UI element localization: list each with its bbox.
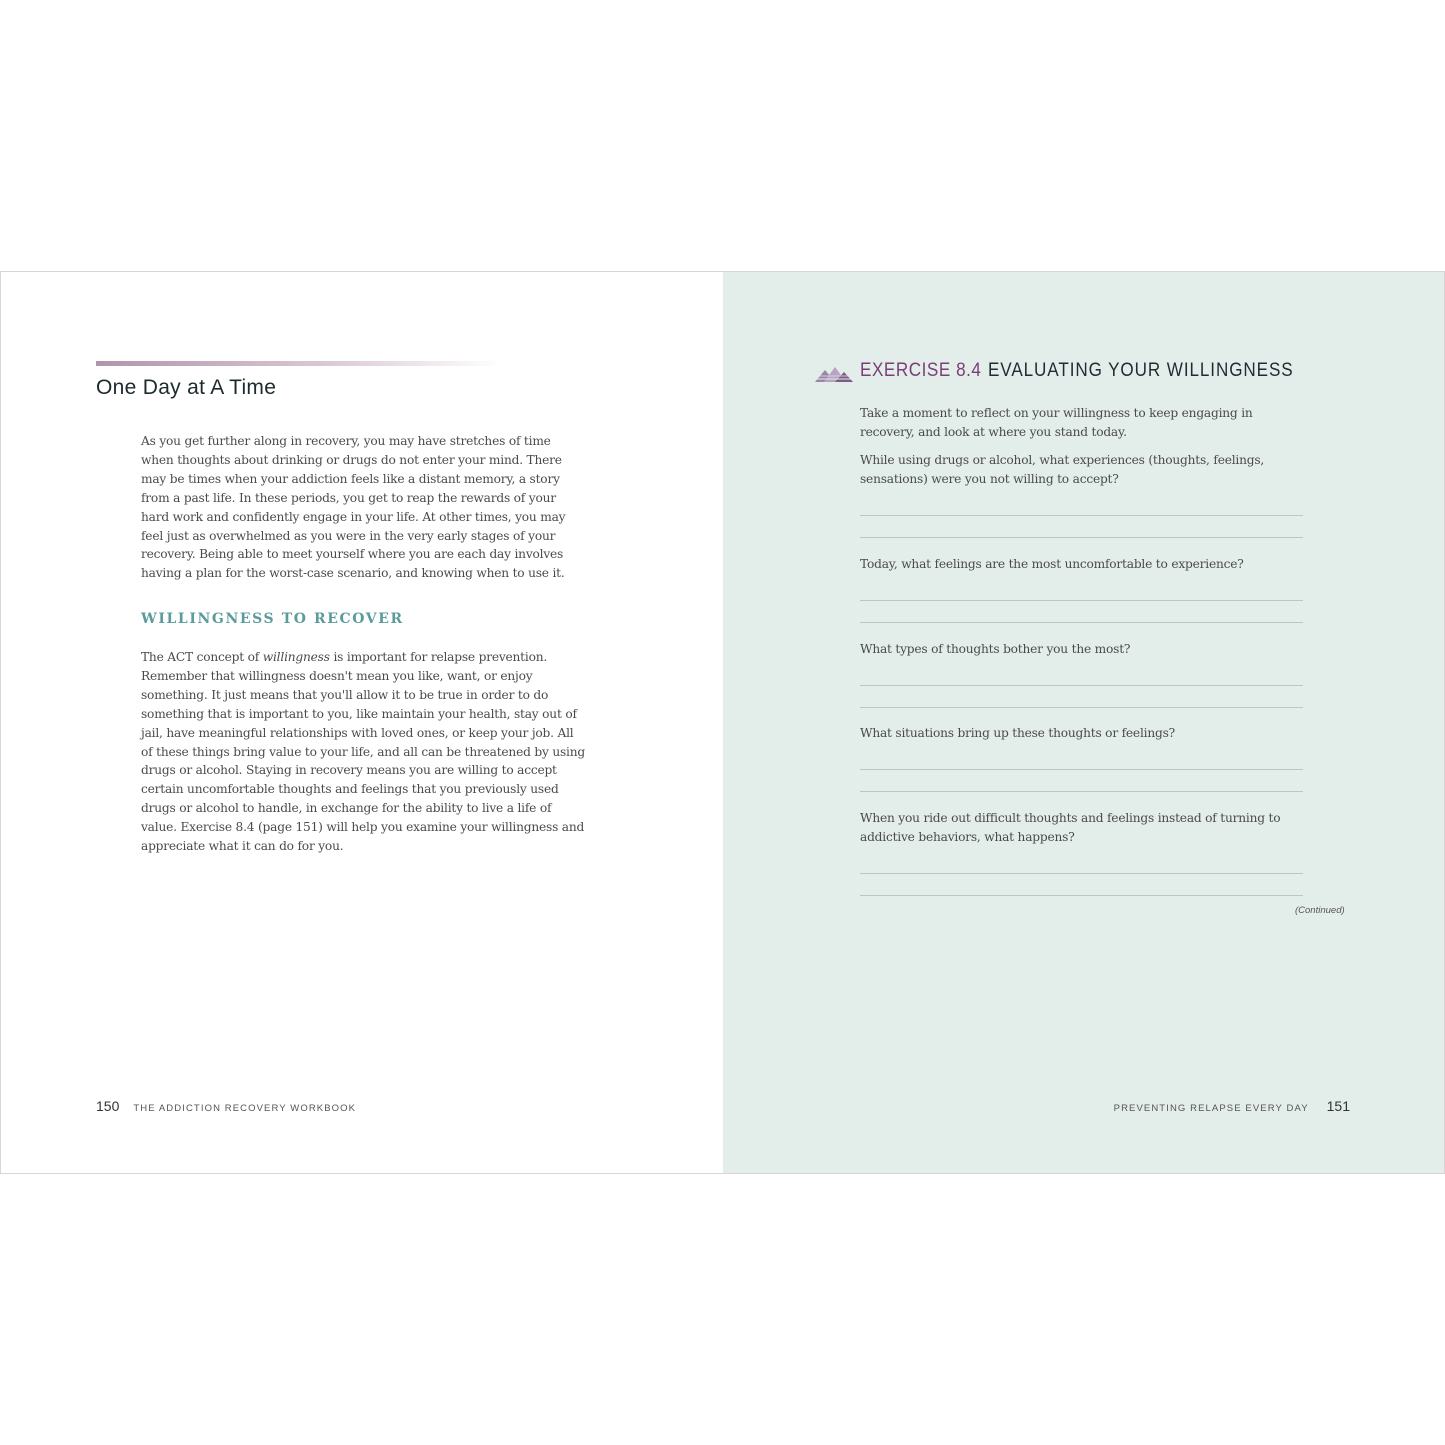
question-5: When you ride out difficult thoughts and feelings instead of turning to addictive behaviors, what happens?	[860, 811, 1281, 844]
left-page	[1, 272, 723, 1173]
question-3: What types of thoughts bother you the most?	[860, 642, 1131, 656]
subheading: WILLINGNESS TO RECOVER	[141, 611, 404, 627]
paragraph-text-end: is important for relapse prevention. Remember that willingness doesn't mean you like, want, or enjoy something. It just means that you'll allow it to be true in order to do something that is important to you, like maintain your health, stay out of jail, have meaningful relationships with loved ones, or keep your job. All of these things bring value to your life, and all can be threatened by using drugs or alcohol. Staying in recovery means you are willing to accept certain uncomfortable thoughts and feelings that you previously used drugs or alcohol to handle, in exchange for the ability to live a life of value. Exercise 8.4 (page 151) will help you examine your willingness and appreciate what it can do for you.	[141, 650, 585, 854]
right-footer	[1114, 1098, 1350, 1116]
running-head-right: PREVENTING RELAPSE EVERY DAY	[1113, 1103, 1309, 1114]
answer-line	[860, 707, 1303, 708]
emphasized-term: willingness	[262, 650, 330, 664]
page-number-left: 150	[96, 1098, 120, 1114]
question-2: Today, what feelings are the most uncomfortable to experience?	[860, 557, 1244, 571]
answer-line	[860, 769, 1303, 770]
answer-line	[860, 537, 1303, 538]
answer-line	[860, 685, 1303, 686]
title-accent-bar	[96, 361, 501, 366]
page-number-right: 151	[1326, 1098, 1350, 1114]
continued-note: (Continued)	[1295, 905, 1345, 916]
paragraph-text-start: The ACT concept of	[141, 650, 263, 664]
exercise-intro: Take a moment to reflect on your willingness to keep engaging in recovery, and look at where you stand today.	[860, 406, 1253, 439]
mountain-icon	[815, 366, 853, 382]
question-4: What situations bring up these thoughts or feelings?	[860, 726, 1175, 740]
question-1: While using drugs or alcohol, what experiences (thoughts, feelings, sensations) were you not willing to accept?	[860, 453, 1265, 486]
answer-line	[860, 515, 1303, 516]
exercise-title: EVALUATING YOUR WILLINGNESS	[988, 360, 1294, 381]
answer-line	[860, 895, 1303, 896]
willingness-paragraph	[141, 648, 586, 856]
left-footer	[96, 1098, 356, 1116]
running-head-left: THE ADDICTION RECOVERY WORKBOOK	[133, 1103, 357, 1114]
answer-line	[860, 622, 1303, 623]
book-spread	[0, 271, 1445, 1174]
answer-line	[860, 600, 1303, 601]
intro-paragraph: As you get further along in recovery, you may have stretches of time when thoughts about drinking or drugs do not enter your mind. There may be times when your addiction feels like a distant memory, a story from a past life. In these periods, you get to reap the rewards of your hard work and confidently engage in your life. At other times, you may feel just as overwhelmed as you were in the very early stages of your recovery. Being able to meet yourself where you are each day involves having a plan for the worst-case scenario, and knowing when to use it.	[141, 434, 566, 581]
answer-line	[860, 873, 1303, 874]
section-title: One Day at A Time	[96, 376, 277, 399]
right-page	[723, 272, 1444, 1173]
exercise-label: EXERCISE 8.4	[860, 360, 982, 381]
answer-line	[860, 791, 1303, 792]
